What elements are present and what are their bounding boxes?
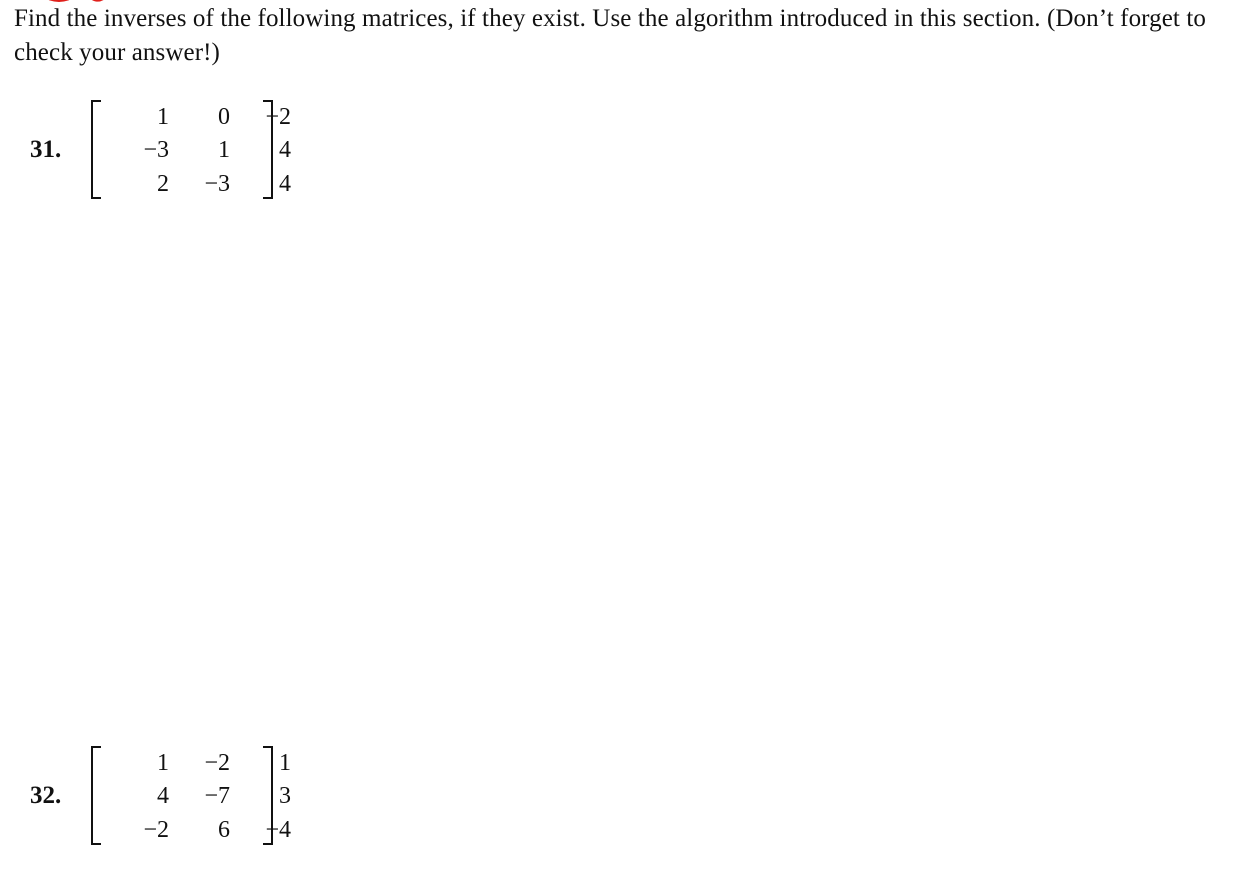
matrix-cell: 4	[279, 137, 291, 163]
problem-number: 31.	[30, 136, 62, 163]
matrix-cell: −2	[143, 817, 169, 843]
matrix-cell: −7	[204, 783, 230, 809]
problem-number: 32.	[30, 782, 62, 809]
left-bracket	[91, 746, 101, 845]
matrix-cell: −3	[204, 171, 230, 197]
matrix-cell: 4	[157, 783, 169, 809]
matrix-cell: 0	[218, 104, 230, 130]
matrix	[91, 746, 291, 845]
matrix-cell: −4	[265, 817, 291, 843]
matrix-cell: 1	[157, 750, 169, 776]
matrix-cell: −2	[204, 750, 230, 776]
matrix-cell: 1	[279, 750, 291, 776]
matrix-cell: 6	[218, 817, 230, 843]
matrix-cell: 4	[279, 171, 291, 197]
left-bracket	[91, 100, 101, 199]
instructions-text: Find the inverses of the following matrices, if they exist. Use the algorithm introduced in this section. (Don’t forget to check your answer!)	[14, 5, 1206, 66]
matrix-cell: −2	[265, 104, 291, 130]
matrix-cell: 2	[157, 171, 169, 197]
matrix	[91, 100, 291, 199]
matrix-cell: 1	[157, 104, 169, 130]
matrix-cell: 3	[279, 783, 291, 809]
matrix-cell: −3	[143, 137, 169, 163]
matrix-cell: 1	[218, 137, 230, 163]
